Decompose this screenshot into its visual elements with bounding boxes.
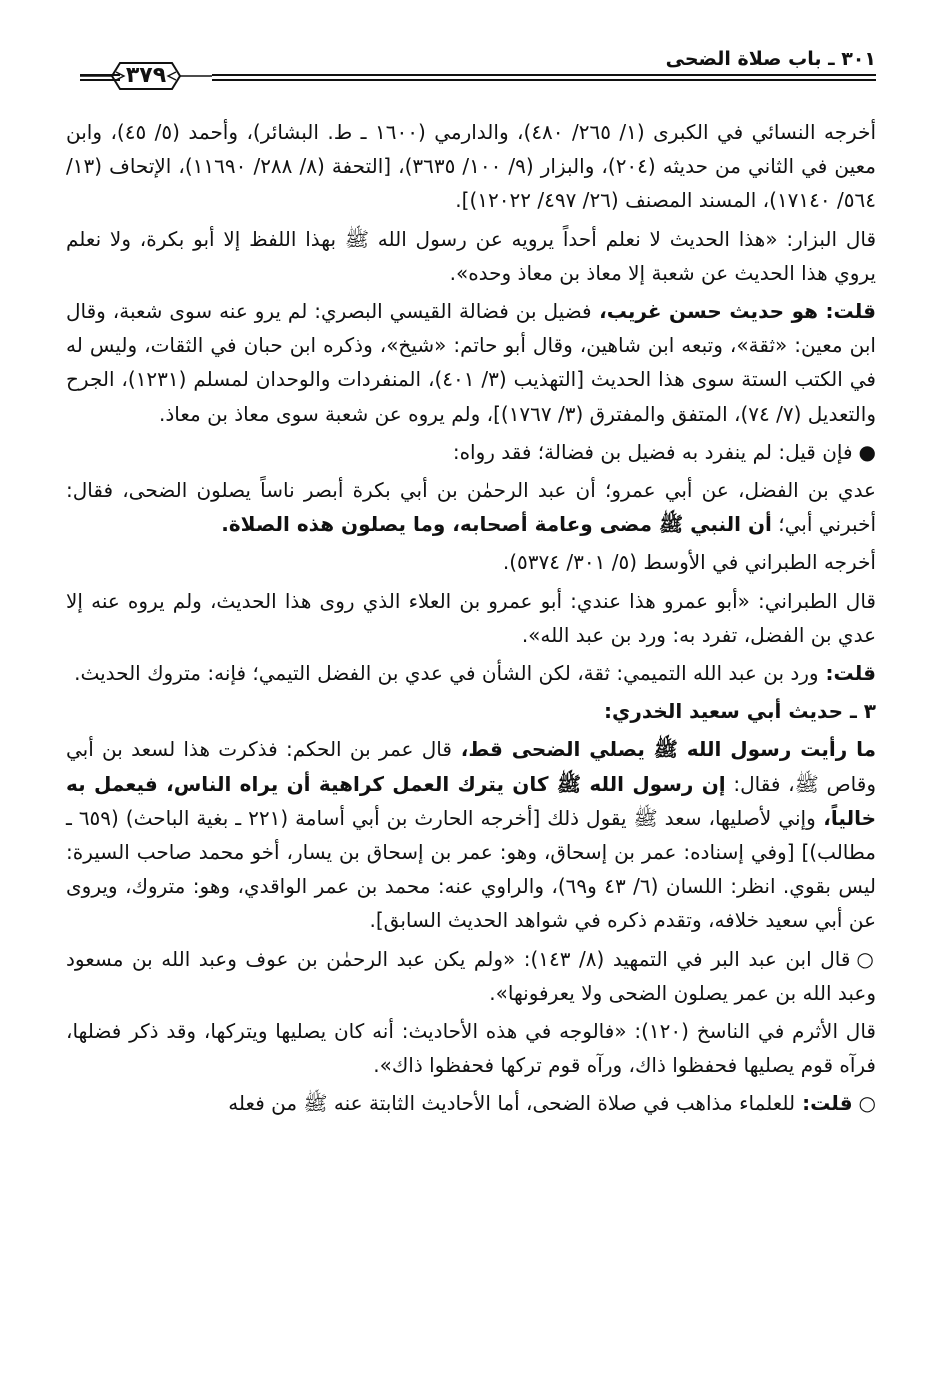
paragraph-p9 [66, 694, 876, 728]
paragraph-p5 [66, 473, 876, 541]
paragraph-p12 [66, 1014, 876, 1082]
text-segment: عدي بن الفضل، عن أبي عمرو؛ أن عبد الرحمٰن بن أبي بكرة أبصر ناساً يصلون الضحى، فقال: أخبرني أبي؛ [66, 478, 876, 537]
paragraph-p13 [66, 1086, 876, 1120]
bold-text-segment: ٣ ـ حديث أبي سعيد الخدري: [604, 699, 876, 724]
paragraph-p10 [66, 732, 876, 937]
page-body [66, 115, 876, 1125]
text-segment: وإني لأصليها، سعد ﷺ يقول ذلك [أخرجه الحارث بن أبي أسامة (٢٢١ ـ بغية الباحث) (٦٥٩ ـ مطالب)] [وفي إسناده: عمر بن إسحاق، وهو: عمر بن إسحاق بن يسار، أخو محمد صاحب السيرة: ليس بقوي. انظر: اللسان (٦/ ٤٣ و٦٩)، والراوي عنه: محمد بن عمر الواقدي، وهو: متروك، ويروى عن أبي سعيد خلافه، وتقدم ذكره في شواهد الحديث السابق]. [66, 805, 877, 933]
text-segment: قال ابن عبد البر في التمهيد (٨/ ١٤٣): «ولم يكن عبد الرحمٰن بن عوف وعبد الله بن مسعود وعبد الله بن عمر يصلون الضحى ولا يعرفونها». [66, 946, 876, 1005]
text-segment: قال البزار: «هذا الحديث لا نعلم أحداً يرويه عن رسول الله ﷺ بهذا اللفظ إلا أبو بكرة، ولا نعلم يروي هذا الحديث عن شعبة إلا معاذ بن معاذ وحده». [66, 226, 876, 285]
paragraph-p1 [66, 115, 876, 218]
paragraph-p4 [66, 435, 876, 469]
bold-text-segment: قلت: [818, 661, 876, 686]
bold-text-segment: إن رسول الله ﷺ كان يترك العمل كراهية أن يراه الناس، فيعمل به خالياً، [66, 771, 876, 830]
text-segment: فضيل بن فضالة القيسي البصري: لم يرو عنه سوى شعبة، وقال ابن معين: «ثقة»، وتبعه ابن شاهين، وقال أبو حاتم: «شيخ»، وذكره ابن حبان في الثقات، وليس له في الكتب الستة سوى هذا الحديث [التهذيب (٣/ ٤٠١)، المنفردات والوحدان لمسلم (١٢٣١)، الجرح والتعديل (٧/ ٧٤)، المتفق والمفترق (٣/ ١٧٦٧)]، ولم يروه عن شعبة سوى معاذ بن معاذ. [66, 299, 876, 426]
header-rule-2 [212, 79, 876, 81]
bold-text-segment: قلت: [818, 299, 876, 324]
ring-marker-icon: ○ [856, 946, 876, 971]
text-segment: فإن قيل: لم ينفرد به فضيل بن فضالة؛ فقد رواه: [452, 439, 853, 464]
bold-text-segment: ما رأيت رسول الله ﷺ يصلي الضحى قط، [451, 737, 876, 762]
bold-text-segment: أن النبي ﷺ مضى وعامة أصحابه، وما يصلون هذه الصلاة. [221, 512, 772, 537]
paragraph-p2 [66, 222, 876, 290]
page-number-ornament [80, 55, 212, 97]
text-segment: قال عمر بن الحكم: فذكرت هذا لسعد بن أبي وقاص ﷺ، فقال: [66, 737, 876, 796]
ring-marker-icon: ○ [858, 1091, 876, 1116]
page-number: ٣٧٩ [125, 63, 167, 88]
text-segment: قال الأثرم في الناسخ (١٢٠): «فالوجه في هذه الأحاديث: أنه كان يصليها ويتركها، وقد ذكر فضلها، فرآه قوم يصليها فحفظوا ذاك، ورآه قوم تركها فحفظوا ذاك». [66, 1019, 876, 1078]
bullet-icon: ● [858, 439, 876, 464]
paragraph-p11 [66, 942, 876, 1010]
paragraph-p8 [66, 656, 876, 690]
text-segment: أخرجه الطبراني في الأوسط (٥/ ٣٠١/ ٥٣٧٤). [502, 550, 876, 575]
bold-text-segment: قلت: [795, 1091, 853, 1116]
paragraph-p3 [66, 294, 876, 431]
text-segment: أخرجه النسائي في الكبرى (١/ ٢٦٥/ ٤٨٠)، والدارمي (١٦٠٠ ـ ط. البشائر)، وأحمد (٥/ ٤٥)، وابن معين في الثاني من حديثه (٢٠٤)، والبزار (٩/ ١٠٠/ ٣٦٣٥)، [التحفة (٨/ ٢٨٨/ ١١٦٩٠)، الإتحاف (١٣/ ٥٦٤/ ١٧١٤٠)، المسند المصنف (٢٦/ ٤٩٧/ ١٢٠٢٢)]. [66, 120, 877, 213]
header-rule [212, 74, 876, 76]
paragraph-p7 [66, 584, 876, 652]
chapter-title: ٣٠١ ـ باب صلاة الضحى [665, 48, 876, 70]
text-segment: للعلماء مذاهب في صلاة الضحى، أما الأحاديث الثابتة عنه ﷺ من فعله [228, 1091, 796, 1116]
paragraph-p6 [66, 545, 876, 579]
text-segment: ورد بن عبد الله التميمي: ثقة، لكن الشأن في عدي بن الفضل التيمي؛ فإنه: متروك الحديث. [74, 661, 819, 686]
text-segment: قال الطبراني: «أبو عمرو هذا عندي: أبو عمرو بن العلاء الذي روى هذا الحديث، ولم يروه عنه إلا عدي بن الفضل، تفرد به: ورد بن عبد الله». [66, 588, 876, 647]
bold-text-segment: هو حديث حسن غريب، [591, 299, 818, 324]
